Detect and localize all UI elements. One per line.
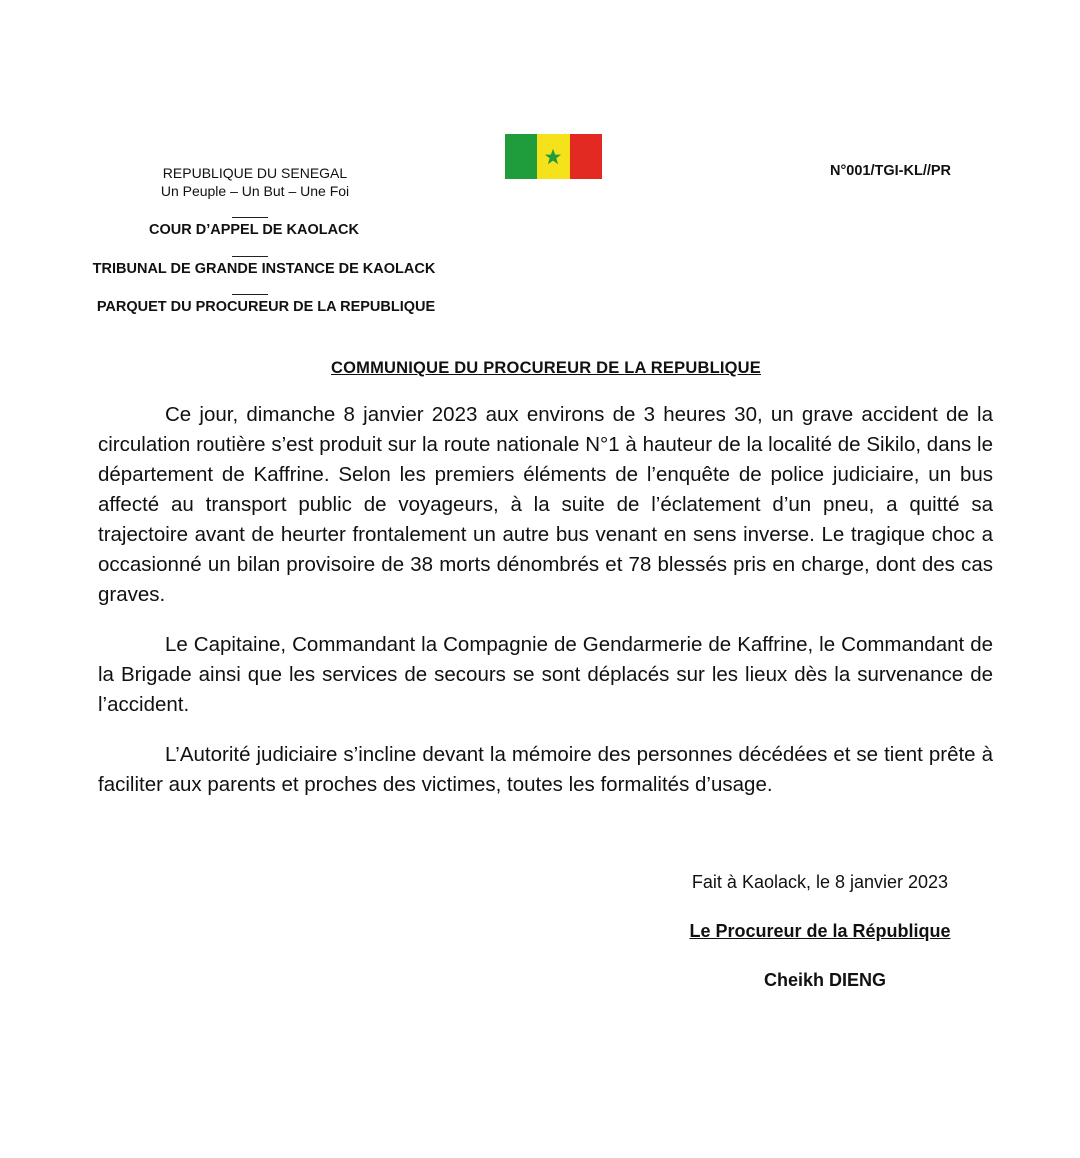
- flag-band-yellow: [537, 134, 569, 179]
- separator-line: [232, 294, 268, 295]
- document-title: COMMUNIQUE DU PROCUREUR DE LA REPUBLIQUE: [331, 359, 761, 377]
- paragraph-3: L’Autorité judiciaire s’incline devant la mémoire des personnes décédées et se tient prête à faciliter aux parents et proches des victimes, toutes les formalités d’usage.: [98, 743, 993, 796]
- parquet-name: PARQUET DU PROCUREUR DE LA REPUBLIQUE: [96, 299, 436, 315]
- separator-line: [232, 256, 268, 257]
- separator-line: [232, 217, 268, 218]
- place-date: Fait à Kaolack, le 8 janvier 2023: [691, 872, 949, 892]
- star-icon: [544, 148, 562, 166]
- tribunal-name: TRIBUNAL DE GRANDE INSTANCE DE KAOLACK: [92, 261, 436, 277]
- signatory-name: Cheikh DIENG: [763, 970, 887, 990]
- national-motto: Un Peuple – Un But – Une Foi: [160, 183, 350, 199]
- signatory-role: Le Procureur de la République: [689, 921, 951, 941]
- senegal-flag-icon: [505, 134, 602, 179]
- republic-label: REPUBLIQUE DU SENEGAL: [162, 165, 348, 181]
- flag-band-red: [570, 134, 602, 179]
- paragraph-1: Ce jour, dimanche 8 janvier 2023 aux environs de 3 heures 30, un grave accident de la circulation routière s’est produit sur la route nationale N°1 à hauteur de la localité de Sikilo, dans le département de Kaffrine. Selon les premiers éléments de l’enquête de police judiciaire, un bus affecté au transport public de voyageurs, à la suite de l’éclatement d’un pneu, a quitté sa trajectoire avant de heurter frontalement un autre bus venant en sens inverse. Le tragique choc a occasionné un bilan provisoire de 38 morts dénombrés et 78 blessés pris en charge, dont des cas graves.: [98, 403, 993, 606]
- document-reference: N°001/TGI-KL//PR: [830, 163, 952, 179]
- court-name: COUR D’APPEL DE KAOLACK: [149, 222, 359, 238]
- flag-band-green: [505, 134, 537, 179]
- paragraph-2: Le Capitaine, Commandant la Compagnie de Gendarmerie de Kaffrine, le Commandant de la Brigade ainsi que les services de secours se sont déplacés sur les lieux dès la survenance de l’accident.: [98, 633, 993, 716]
